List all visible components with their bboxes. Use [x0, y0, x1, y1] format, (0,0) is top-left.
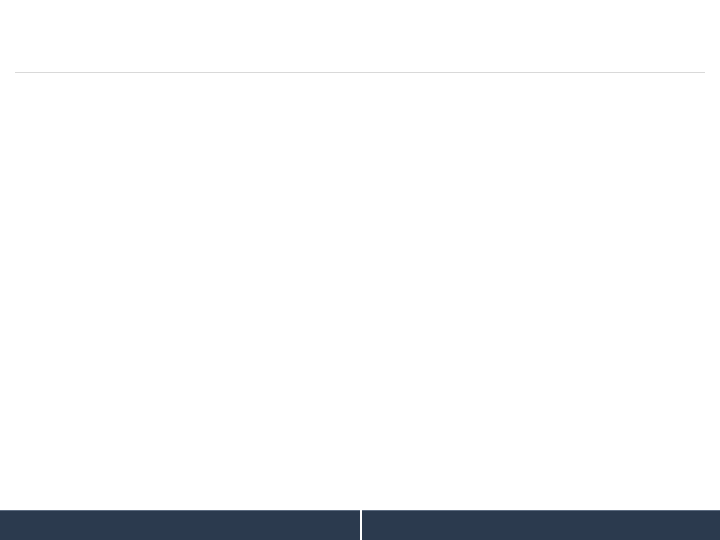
fat-diagram — [360, 145, 710, 435]
footer-bar — [0, 510, 720, 540]
footer-separator — [360, 510, 362, 540]
title-divider — [15, 72, 705, 73]
